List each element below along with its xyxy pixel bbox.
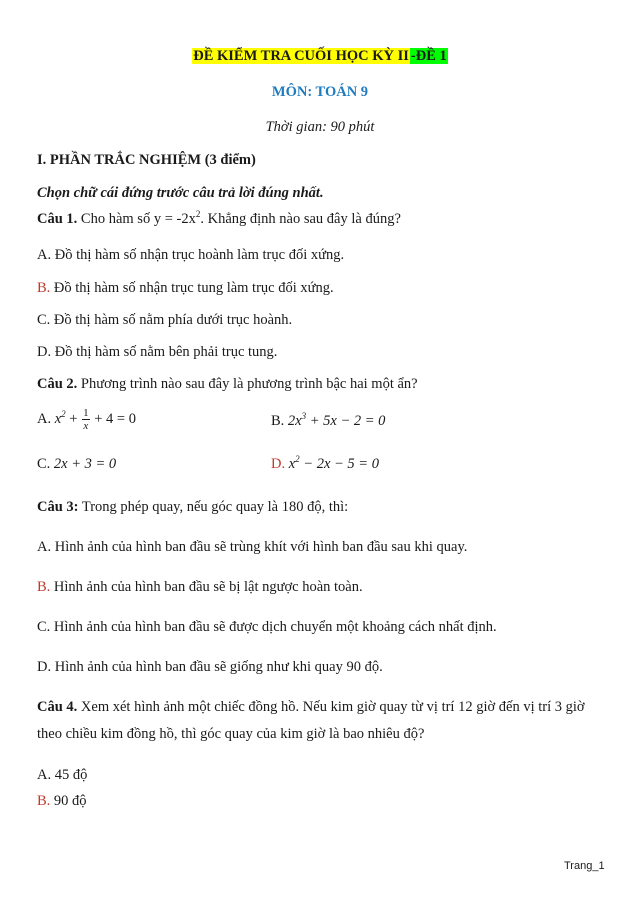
option-text: Hình ảnh của hình ban đầu sẽ giống như khi quay 90 độ. [51, 659, 383, 675]
q1-option-a [37, 246, 344, 264]
time-line: Thời gian: 90 phút [265, 119, 375, 135]
subject-line: MÔN: TOÁN 9 [271, 84, 369, 100]
question-1 [37, 210, 401, 228]
question-2-label: Câu 2. [37, 376, 78, 392]
q2-option-d [271, 455, 379, 473]
option-text: Đồ thị hàm số nhận trục tung làm trục đối xứng. [50, 280, 334, 296]
q4-option-a [37, 766, 87, 784]
question-4-line-1: Xem xét hình ảnh một chiếc đồng hồ. Nếu kim giờ quay từ vị trí 12 giờ đến vị trí 3 giờ [77, 699, 585, 715]
equation-d: $x^2 - 2x - 5 = 0$ [288, 454, 379, 472]
option-letter: A. [37, 767, 52, 783]
option-text: 90 độ [50, 793, 87, 809]
fraction: $\frac{1}{x}$ [83, 407, 89, 433]
option-text: Hình ảnh của hình ban đầu sẽ bị lật ngược hoàn toàn. [50, 579, 363, 595]
q2-option-b [271, 412, 385, 430]
q3-option-c [37, 618, 497, 636]
option-text: Hình ảnh của hình ban đầu sẽ trùng khít với hình ban đầu sau khi quay. [51, 539, 468, 555]
option-letter: B. [37, 579, 51, 595]
q3-option-a [37, 538, 467, 556]
q4-option-b [37, 792, 87, 810]
option-text: Đồ thị hàm số nằm phía dưới trục hoành. [50, 312, 293, 328]
equation-c: 2x + 3 = 0 [53, 456, 117, 472]
question-1-text-b: . Khẳng định nào sau đây là đúng? [200, 211, 401, 227]
question-1-text-a: Cho hàm số y = -2x [77, 211, 196, 227]
option-letter: D. [37, 659, 52, 675]
question-2-text: Phương trình nào sau đây là phương trình bậc hai một ẩn? [77, 376, 418, 392]
question-3 [37, 498, 348, 516]
question-2 [37, 375, 418, 393]
option-letter: C. [37, 312, 51, 328]
q3-option-b [37, 578, 363, 596]
option-text: 45 độ [51, 767, 88, 783]
question-1-exponent: 2 [195, 209, 201, 220]
q2-option-c [37, 455, 116, 473]
option-letter: A. [37, 247, 52, 263]
exam-title-main: ĐỀ KIỂM TRA CUỐI HỌC KỲ II [193, 48, 409, 64]
question-4-line-2: theo chiều kim đồng hồ, thì góc quay của kim giờ là bao nhiêu độ? [37, 726, 425, 742]
option-letter: B. [37, 280, 51, 296]
equation-a: $x^2$ + $\frac{1}{x}$ + 4 = 0 [54, 407, 136, 433]
q1-option-d [37, 343, 277, 361]
section-instruction: Chọn chữ cái đứng trước câu trả lời đúng nhất. [37, 185, 324, 201]
exam-title [0, 47, 640, 65]
question-4 [37, 698, 585, 716]
option-letter: C. [37, 456, 51, 472]
option-letter: B. [271, 413, 285, 429]
option-text: Đồ thị hàm số nhận trục hoành làm trục đối xứng. [51, 247, 345, 263]
section-heading: I. PHẦN TRẮC NGHIỆM (3 điểm) [37, 152, 256, 168]
option-letter: B. [37, 793, 51, 809]
option-letter: A. [37, 539, 52, 555]
option-letter: D. [271, 456, 286, 472]
option-text: Hình ảnh của hình ban đầu sẽ được dịch chuyển một khoảng cách nhất định. [50, 619, 497, 635]
q1-option-c [37, 311, 292, 329]
page-number: Trang_1 [564, 860, 605, 872]
q1-option-b [37, 279, 334, 297]
equation-b: $2x^3 + 5x - 2 = 0$ [287, 411, 386, 429]
option-letter: C. [37, 619, 51, 635]
question-3-text: Trong phép quay, nếu góc quay là 180 độ, thì: [78, 499, 349, 515]
option-letter: D. [37, 344, 52, 360]
option-text: Đồ thị hàm số nằm bên phải trục tung. [51, 344, 278, 360]
q3-option-d [37, 658, 383, 676]
q2-option-a [37, 405, 136, 433]
exam-title-number: -ĐỀ 1 [410, 48, 447, 64]
question-4-label: Câu 4. [37, 699, 78, 715]
question-3-label: Câu 3: [37, 499, 79, 515]
question-1-label: Câu 1. [37, 211, 78, 227]
option-letter: A. [37, 411, 52, 427]
